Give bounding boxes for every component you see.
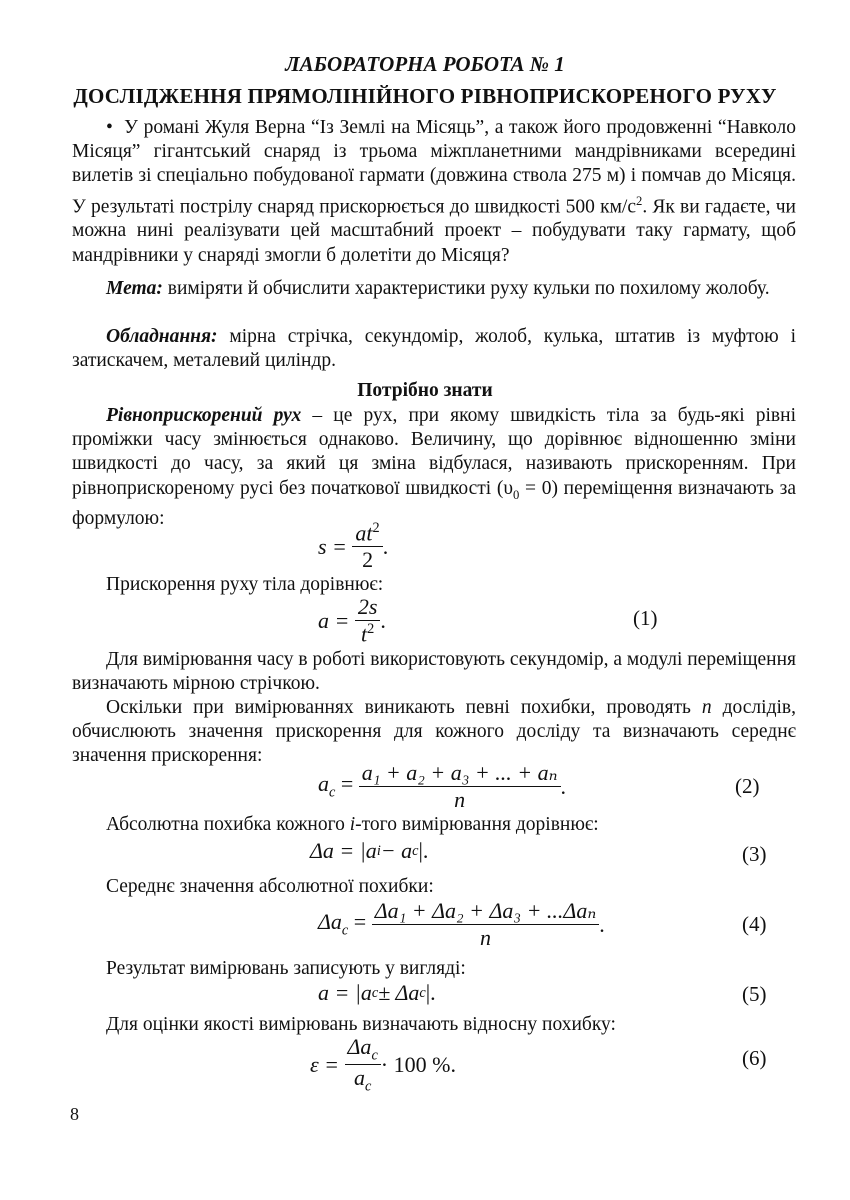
formula-6-den-sub: c — [364, 1078, 372, 1095]
formula-s-fraction — [352, 520, 382, 573]
formula-2-lhs-sub: c — [329, 784, 336, 801]
equation-number-5: (5) — [742, 982, 767, 1006]
bullet-icon: • — [106, 117, 113, 138]
formula-4-numerator: Δa₁ + Δa₂ + Δa₃ + ...Δaₙ — [372, 898, 600, 925]
formula-1-numerator: 2s — [355, 594, 381, 621]
abs-error-text-2: -того вимірювання дорівнює: — [355, 814, 599, 835]
formula-s-denominator: 2 — [362, 547, 374, 573]
formula-5-part-1: a = |a — [318, 980, 372, 1005]
formula-6 — [310, 1034, 456, 1096]
formula-5-end: |. — [425, 980, 436, 1005]
intro-text: У романі Жуля Верна “Із Землі на Місяць”, а також його продовженні “Навколо Місяця” гігантський снаряд із трьома міжпланетними мандрівниками всередині вилетів зі спеціально побудованої гармати (довжина ствола 275 м) і помчав до Місяця. У результаті пострілу снаряд прискорюється до швидкості 500 км/с — [72, 117, 796, 218]
equation-number-1: (1) — [633, 606, 658, 630]
formula-4-lhs-sub: c — [341, 922, 349, 939]
main-title: ДОСЛІДЖЕННЯ ПРЯМОЛІНІЙНОГО РІВНОПРИСКОРЕНОГО РУХУ — [73, 84, 777, 108]
formula-2 — [318, 760, 566, 813]
formula-1-tail: . — [380, 607, 386, 633]
goal-label: Мета: — [106, 278, 163, 299]
formula-s-lhs: s = — [318, 533, 347, 559]
formula-1 — [318, 594, 386, 647]
formula-3 — [310, 838, 428, 864]
abs-error-i: i — [349, 814, 356, 835]
theory-text-1: – це рух, при якому швидкість тіла за будь-які рівні проміжки часу змінюється однаково. Величину, що дорівнює відношенню зміни швидкості до часу, за який ця зміна відбулася, називають прискоренням. При рівноприскореному русі без початкової швидкості (υ — [72, 405, 796, 499]
formula-6-numerator: Δa — [347, 1034, 372, 1059]
formula-4-eq: = — [348, 909, 367, 935]
theory-paragraph — [72, 404, 796, 531]
formula-6-lhs: ε = — [310, 1051, 340, 1077]
formula-displacement — [318, 520, 388, 573]
formula-2-fraction — [359, 760, 561, 813]
equipment-text: мірна стрічка, секундомір, жолоб, кулька, штатив із муфтою і затискачем, металевий циліндр. — [72, 326, 796, 372]
formula-2-denominator: n — [454, 787, 466, 812]
formula-6-num-sub: c — [371, 1047, 378, 1064]
formula-4-tail: . — [599, 911, 605, 937]
goal-paragraph — [72, 277, 796, 301]
formula-s-num-sup: 2 — [372, 520, 380, 536]
formula-4 — [318, 898, 605, 951]
formula-2-eq: = — [335, 771, 354, 797]
theory-text-2: = 0) переміщення визначають за формулою: — [72, 477, 796, 529]
equation-number-4: (4) — [742, 912, 767, 936]
formula-s-tail: . — [382, 533, 389, 559]
errors-text-1: Оскільки при вимірюваннях виникають певні похибки, проводять — [106, 697, 702, 718]
formula-1-fraction — [355, 594, 381, 647]
theory-term: Рівноприскорений рух — [106, 405, 302, 426]
formula-1-den-sup: 2 — [367, 621, 375, 637]
page-number: 8 — [70, 1104, 79, 1124]
equation-number-2: (2) — [735, 774, 760, 798]
formula-5 — [318, 980, 436, 1006]
formula-1-lhs: a = — [318, 607, 350, 633]
result-text: Результат вимірювань записують у вигляді: — [106, 958, 466, 979]
mean-abs-text: Середнє значення абсолютної похибки: — [106, 876, 434, 897]
intro-sup: 2 — [635, 193, 643, 208]
formula-3-sub-c: c — [412, 842, 419, 859]
formula-2-lhs: a — [318, 771, 329, 797]
lab-title: ЛАБОРАТОРНА РОБОТА № 1 — [285, 52, 565, 76]
formula-5-sub-c: c — [371, 984, 379, 1001]
formula-3-part-2: − a — [380, 838, 413, 863]
formula-3-part-1: Δa = |a — [310, 838, 377, 863]
errors-n: n — [701, 697, 712, 718]
formula-4-denominator: n — [479, 925, 491, 950]
formula-6-tail: · 100 %. — [380, 1051, 456, 1077]
equipment-paragraph — [72, 325, 796, 373]
intro-paragraph — [72, 116, 796, 268]
abs-error-text — [106, 814, 599, 836]
abs-error-text-1: Абсолютна похибка кожного — [106, 814, 350, 835]
formula-3-end: |. — [418, 838, 429, 863]
formula-3-sub-i: i — [376, 842, 381, 859]
intro-text-end: . Як ви гадаєте, чи можна нині реалізувати цей масштабний проект – побудувати таку гармату, щоб мандрівники у снаряді змогли б долетіти до Місяця? — [72, 196, 796, 266]
formula-1-denominator: t — [361, 621, 368, 647]
formula-5-sub-c2: c — [419, 984, 426, 1001]
formula-2-tail: . — [560, 773, 567, 799]
equipment-label: Обладнання: — [106, 326, 218, 347]
formula-2-numerator: a₁ + a₂ + a₃ + ... + aₙ — [359, 760, 561, 787]
relative-error-text: Для оцінки якості вимірювань визначають відносну похибку: — [106, 1014, 616, 1035]
formula-s-numerator: at — [355, 520, 373, 546]
goal-text: виміряти й обчислити характеристики руху кульки по похилому жолобу. — [162, 278, 770, 299]
formula-4-lhs: Δa — [318, 909, 342, 935]
formula-4-fraction — [372, 898, 600, 951]
errors-text-2: дослідів, обчислюють значення прискорення для кожного досліду та визначають середнє значення прискорення: — [72, 697, 796, 767]
theory-sub: 0 — [513, 487, 520, 502]
equation-number-6: (6) — [742, 1046, 767, 1070]
formula-5-part-2: ± Δa — [378, 980, 420, 1005]
section-title: Потрібно знати — [357, 380, 493, 401]
formula-6-denominator: a — [353, 1065, 365, 1091]
errors-paragraph — [72, 696, 796, 769]
measure-paragraph: Для вимірювання часу в роботі використовують секундомір, а модулі переміщення визначають мірною стрічкою. — [72, 649, 796, 695]
accel-text: Прискорення руху тіла дорівнює: — [106, 574, 384, 595]
formula-6-fraction — [345, 1034, 381, 1096]
equation-number-3: (3) — [742, 842, 767, 866]
